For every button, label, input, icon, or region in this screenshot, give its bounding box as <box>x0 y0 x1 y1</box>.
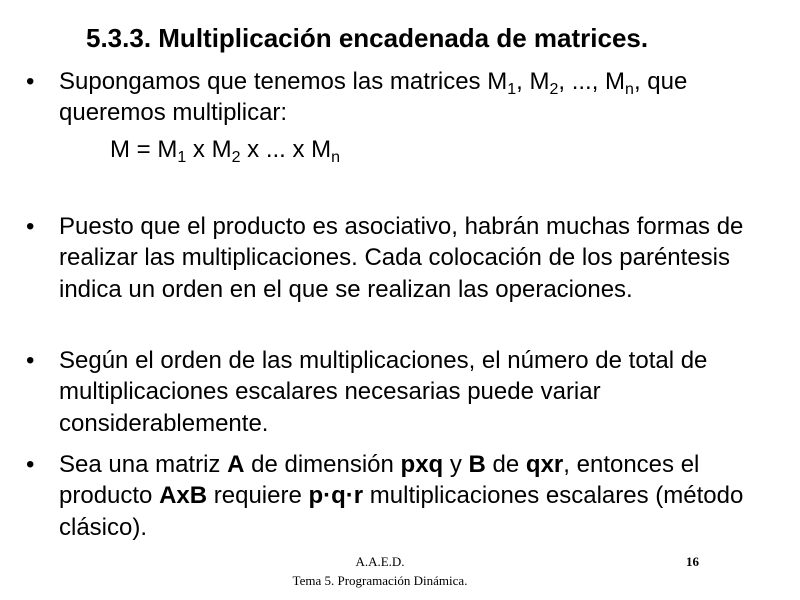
bullet-text: Según el orden de las multiplicaciones, el número de total de multiplicaciones escalares necesarias puede variar considerablemente. <box>59 347 708 437</box>
footer-topic: Tema 5. Programación Dinámica. <box>292 573 468 588</box>
formula: $M = M_1$ x $M_2$ x ... x $M_n$ <box>110 136 341 166</box>
bullet-item-matrices <box>26 66 776 129</box>
footer-course: A.A.E.D. <box>355 554 405 569</box>
bullet-item-dimension <box>26 449 776 543</box>
bullet-icon: • <box>26 213 35 240</box>
bullet-text: Puesto que el producto es asociativo, habrán muchas formas de realizar las multiplicaciones. Cada colocación de los paréntesis indica un orden en el que se realizan las operaciones. <box>59 213 744 303</box>
page-number: 16 <box>686 554 699 569</box>
footer <box>250 552 510 590</box>
bullet-text: Supongamos que tenemos las matrices $M_1$, $M_2$, ..., $M_n$, que queremos multiplicar: <box>59 68 688 127</box>
slide-title: 5.3.3. Multiplicación encadenada de matrices. <box>86 23 649 53</box>
bullet-text: Sea una matriz A de dimensión pxq y B de qxr, entonces el producto AxB requiere p·q·r multiplicaciones escalares (método clásico). <box>59 451 744 541</box>
bullet-item-asociativo <box>26 211 776 305</box>
bullet-icon: • <box>26 347 35 374</box>
bullet-icon: • <box>26 451 35 478</box>
bullet-item-orden <box>26 345 776 439</box>
bullet-icon: • <box>26 68 35 95</box>
